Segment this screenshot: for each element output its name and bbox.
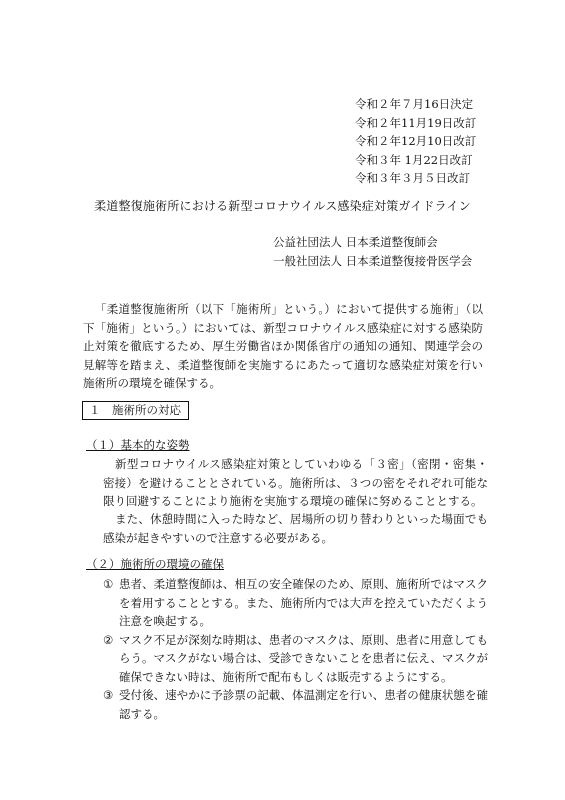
list-item (103, 631, 488, 687)
organization-name: 一般社団法人 日本柔道整復接骨医学会 (273, 253, 473, 268)
revision-dates (355, 95, 476, 188)
list-text: 受付後、速やかに予診票の記載、体温測定を行い、患者の健康状態を確認する。 (119, 688, 488, 721)
document-title: 柔道整復施術所における新型コロナウイルス感染症対策ガイドライン (94, 199, 471, 213)
body-paragraph: 新型コロナウイルス感染症対策としていわゆる「３密」（密閉・密集・密接）を避けることとされている。施術所は、３つの密をそれぞれ可能な限り回避することにより施術を実施する環境の確保に努めることとする。 (103, 457, 488, 508)
list-number: ① (103, 577, 114, 591)
subsection-heading: （１）基本的な姿勢 (86, 438, 190, 452)
body-paragraph: また、休憩時間に入った時など、居場所の切り替わりといった場面でも感染が起きやすいので注意する必要がある。 (103, 512, 488, 545)
organization-name: 公益社団法人 日本柔道整復師会 (273, 235, 438, 249)
date-line: 令和２年11月19日改訂 (355, 115, 477, 130)
section-heading-box: １ 施術所の対応 (82, 401, 189, 420)
date-line: 令和２年12月10日改訂 (355, 134, 477, 148)
list-number: ② (103, 632, 114, 647)
numbered-list (103, 575, 488, 723)
list-number: ③ (103, 688, 114, 702)
subsection-heading: （２）施術所の環境の確保 (86, 557, 224, 571)
date-line: 令和３年 1月22日改訂 (355, 152, 473, 167)
date-line: 令和３年３月５日改訂 (355, 171, 470, 185)
list-item (103, 575, 488, 631)
organizations (273, 233, 472, 270)
date-line: 令和２年７月16日決定 (355, 97, 474, 111)
list-text: 患者、柔道整復師は、相互の安全確保のため、原則、施術所ではマスクを着用することとする。また、施術所内では大声を控えていただくよう注意を喚起する。 (119, 577, 488, 628)
list-text: マスク不足が深刻な時期は、患者のマスクは、原則、患者に用意してもらう。マスクがない場合は、受診できないことを患者に伝え、マスクが確保できない時は、施術所で配布もしくは販売するようにする。 (119, 632, 488, 684)
list-item (103, 686, 488, 723)
intro-paragraph: 「柔道整復施術所（以下「施術所」という。）において提供する施術」（以下「施術」という。）においては、新型コロナウイルス感染症に対する感染防止対策を徹底するため、厚生労働省ほか関係省庁の通知の通知、関連学会の見解等を踏まえ、柔道整復師を実施するにあたって適切な感染症対策を行い施術所の環境を確保する。 (83, 302, 483, 390)
